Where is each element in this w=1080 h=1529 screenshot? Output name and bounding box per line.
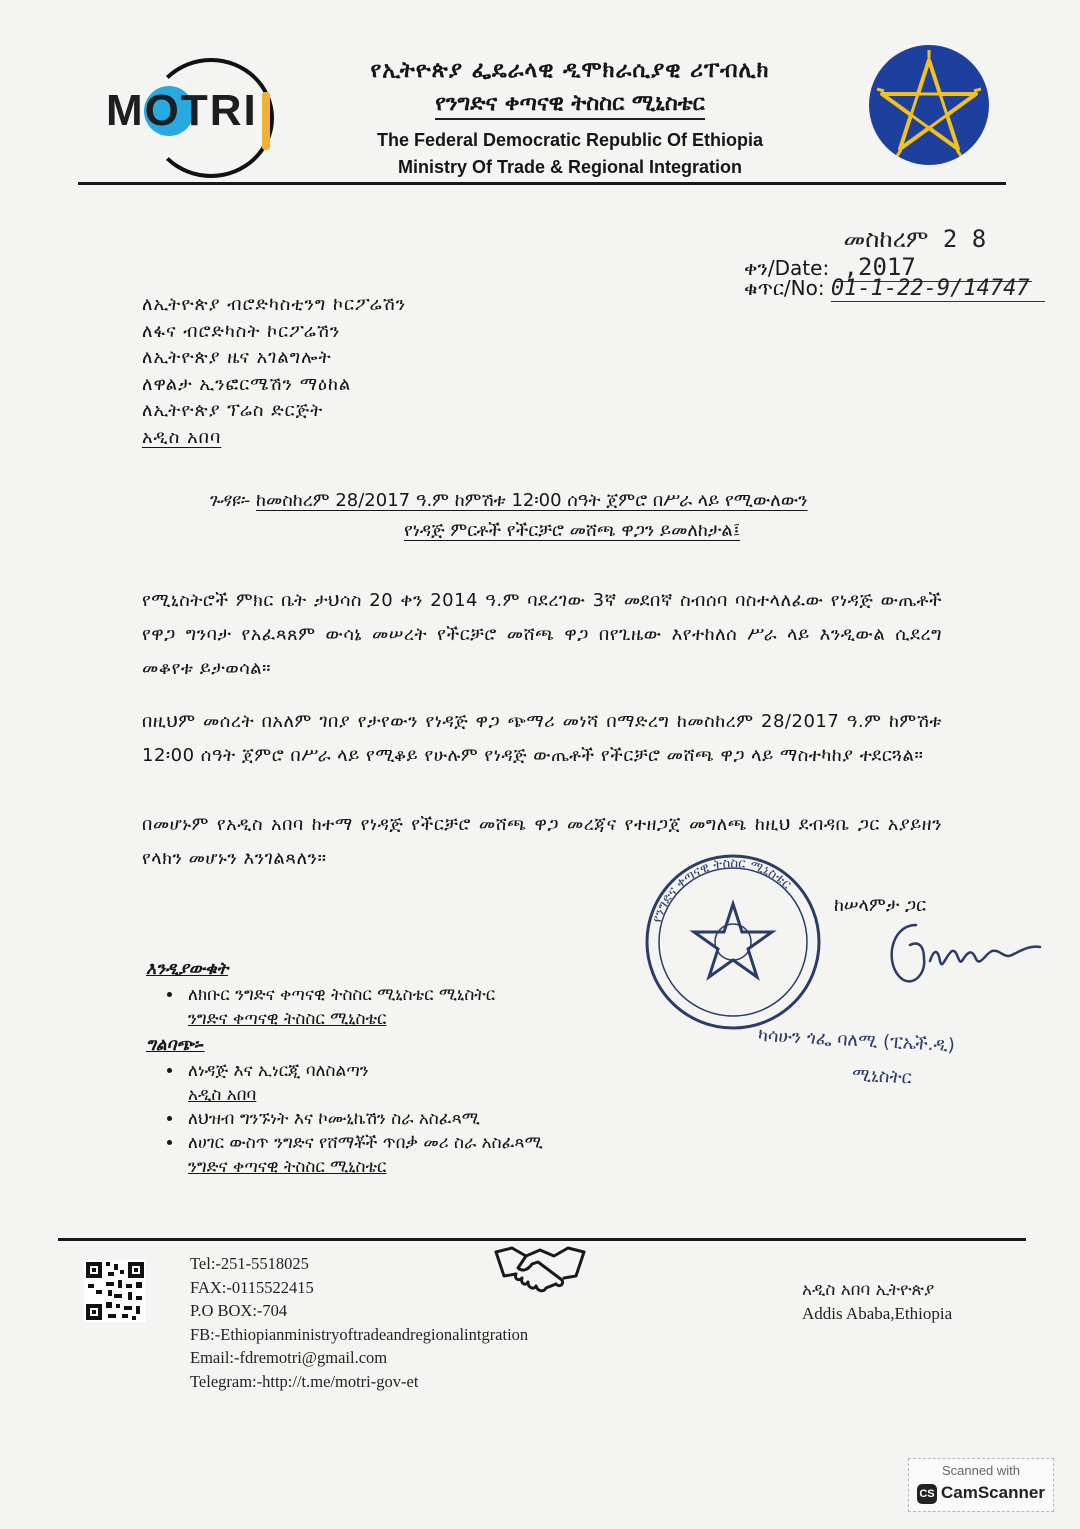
body-paragraph-3: በመሆኑም የአዲስ አበባ ከተማ የነዳጅ የችርቻሮ መሸጫ ዋጋ መረጃና የተዘጋጀ መግለጫ ከዚህ ደብዳቤ ጋር አያይዘን የላክን መሆኑን እንገልጻለን። bbox=[142, 814, 942, 869]
header-divider bbox=[78, 182, 1006, 185]
copy-heading: ግልባጭ፡- bbox=[146, 1035, 205, 1055]
cc-item-main: ለህዝብ ግንኙነት እና ኮሙኒኬሽን ስራ አስፈጻሚ bbox=[188, 1109, 480, 1129]
reference-line bbox=[744, 276, 1045, 302]
svg-text:የንግድና ቀጣናዊ ትስስር ሚኒስቴር bbox=[650, 856, 795, 925]
info-heading: እንዲያውቁት bbox=[146, 959, 229, 979]
closing-regards: ከሠላምታ ጋር bbox=[834, 895, 927, 916]
list-item bbox=[184, 1059, 543, 1107]
fax-text: FAX:-0115522415 bbox=[190, 1277, 314, 1297]
title-am-republic: የኢትዮጵያ ፌዴራላዊ ዲሞክራሲያዊ ሪፐብሊክ bbox=[370, 58, 770, 83]
signer-name: ካሳሁን ጎፌ ባለሚ (ፒኤች.ዲ) bbox=[757, 1024, 956, 1057]
title-am-ministry: የንግድና ቀጣናዊ ትስስር ሚኒስቴር bbox=[435, 91, 705, 120]
recipient-city: አዲስ አበባ bbox=[142, 426, 222, 448]
recipient-line: ለኢትዮጵያ ብሮድካስቲንግ ኮርፖሬሽን bbox=[142, 294, 407, 315]
motri-logo bbox=[104, 58, 294, 168]
ref-label: ቁጥር/No: bbox=[744, 276, 825, 300]
qr-code-icon bbox=[84, 1260, 146, 1322]
recipient-line: ለኢትዮጵያ ዜና አገልግሎት bbox=[142, 347, 332, 368]
list-item bbox=[184, 983, 543, 1031]
subject-label: ጉዳዩ፡- bbox=[208, 490, 251, 511]
letterhead-title bbox=[340, 58, 800, 178]
recipient-line: ለኢትዮጵያ ፕሬስ ድርጅት bbox=[142, 400, 324, 421]
body-paragraph-1: የሚኒስትሮች ምክር ቤት ታህሳስ 20 ቀን 2014 ዓ.ም ባደረገው 3ኛ መደበኛ ስብሰባ ባስተላለፈው የነዳጅ ውጤቶች የዋጋ ግንባታ የአፈጻጸም ውሳኔ መሠረት የችርቻሮ መሸጫ ዋጋ በየጊዜው እየተከለሰ ሥራ ላይ እንዲውል ሲደረግ መቆየቱ ይታወሳል። bbox=[142, 590, 942, 679]
cc-item-main: ለነዳጅ እና ኢነርጂ ባለስልጣን bbox=[188, 1061, 369, 1081]
list-item bbox=[184, 1107, 543, 1131]
seal-text: የንግድና ቀጣናዊ ትስስር ሚኒስቴር bbox=[649, 855, 794, 925]
handwritten-signature bbox=[880, 915, 1050, 995]
watermark-line-1: Scanned with bbox=[941, 1463, 1021, 1478]
tel-text: Tel:-251-5518025 bbox=[190, 1254, 309, 1273]
date-line bbox=[744, 225, 1032, 282]
body-paragraph-2: በዚህም መሰረት በአለም ገበያ የታየውን የነዳጅ ዋጋ ጭማሪ መነሻ በማድረግ ከመስከረም 28/2017 ዓ.ም ከምሽቱ 12፡00 ሰዓት ጀምሮ በሥራ ላይ የሚቆይ የሁሉም የነዳጅ ውጤቶች የችርቻሮ መሸጫ ዋጋ ላይ ማስተካከያ ተደርጓል። bbox=[142, 711, 942, 766]
cc-item-main: ለክቡር ንግድና ቀጣናዊ ትስስር ሚኒስቴር ሚኒስትር bbox=[188, 985, 496, 1005]
cc-item-main: ለሀገር ውስጥ ንግድና የሸማቾች ጥበቃ መሪ ስራ አስፈጻሚ bbox=[188, 1133, 543, 1153]
camscanner-logo-icon: CS bbox=[917, 1484, 937, 1504]
subject-line bbox=[208, 486, 948, 546]
logo-text: MOTRI bbox=[106, 86, 258, 135]
recipient-line: ለፋና ብሮድካስት ኮርፖሬሽን bbox=[142, 320, 341, 342]
ref-value: 01-1-22-9/14747 bbox=[831, 276, 1045, 302]
address-en: Addis Ababa,Ethiopia bbox=[802, 1304, 953, 1323]
recipient-line: ለዋልታ ኢንፎርሜሽን ማዕከል bbox=[142, 373, 352, 395]
list-item bbox=[184, 1131, 543, 1179]
cc-item-sub: ንግድና ቀጣናዊ ትስስር ሚኒስቴር bbox=[188, 1009, 387, 1029]
facebook-text: FB:-Ethiopianministryoftradeandregionalintgration bbox=[190, 1324, 529, 1344]
date-value: መስከረም 2 8 ,2017 bbox=[836, 225, 1032, 282]
footer-address bbox=[802, 1278, 952, 1326]
title-en-republic: The Federal Democratic Republic Of Ethiopia bbox=[376, 130, 764, 150]
ministry-seal-stamp bbox=[628, 852, 838, 1032]
subject-text-1: ከመስከረም 28/2017 ዓ.ም ከምሽቱ 12፡00 ሰዓት ጀምሮ በሥራ ላይ የሚውለውን bbox=[256, 490, 808, 511]
date-label: ቀን/Date: bbox=[744, 256, 830, 280]
email-text: Email:-fdremotri@gmail.com bbox=[190, 1348, 388, 1368]
address-am: አዲስ አበባ ኢትዮጵያ bbox=[802, 1280, 935, 1300]
subject-text-2: የነዳጅ ምርቶች የችርቻሮ መሸጫ ዋጋን ይመለከታል፤ bbox=[404, 520, 741, 541]
pobox-text: P.O BOX:-704 bbox=[190, 1301, 288, 1321]
telegram-text: Telegram:-http://t.me/motri-gov-et bbox=[190, 1371, 419, 1391]
title-en-ministry: Ministry Of Trade & Regional Integration bbox=[397, 157, 743, 177]
contact-details bbox=[190, 1252, 528, 1394]
copy-list bbox=[146, 1059, 543, 1179]
info-list bbox=[146, 983, 543, 1031]
cc-item-sub: አዲስ አበባ bbox=[188, 1085, 257, 1105]
cc-item-sub: ንግድና ቀጣናዊ ትስስር ሚኒስቴር bbox=[188, 1157, 387, 1177]
signer-title: ሚኒስትር bbox=[851, 1064, 913, 1089]
cc-block bbox=[146, 955, 543, 1179]
ethiopia-emblem-icon bbox=[868, 44, 990, 166]
camscanner-watermark bbox=[908, 1458, 1054, 1512]
recipients-block bbox=[142, 292, 406, 451]
watermark-line-2: CamScanner bbox=[941, 1483, 1045, 1502]
